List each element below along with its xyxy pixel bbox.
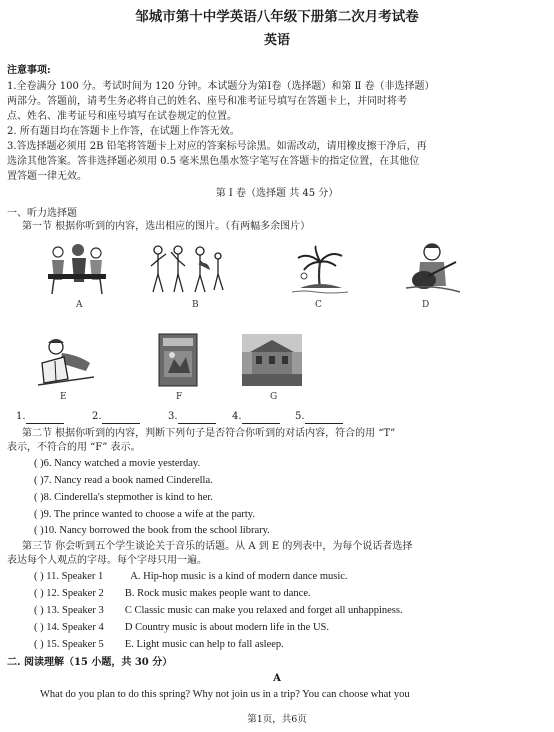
match-item: ( ) 15. Speaker 5 E. Light music can help to fall asleep. xyxy=(34,639,284,650)
match-item: ( ) 11. Speaker 1 A. Hip-hop music is a kind of modern dance music. xyxy=(34,571,348,582)
picture-g xyxy=(242,334,302,386)
passage-label: A xyxy=(273,673,281,684)
exam-title: 邹城市第十中学英语八年级下册第二次月考试卷 xyxy=(135,9,419,25)
match-item: ( ) 14. Speaker 4 D Country music is about modern life in the US. xyxy=(34,622,330,633)
notice-line: 两部分。答题前，请考生务必将自己的姓名、座号和准考证号填写在答题卡上，并同时将考 xyxy=(7,96,407,107)
picture-label-a: A xyxy=(76,300,83,310)
part1-heading: 第 I 卷（选择题 共 45 分） xyxy=(215,188,339,199)
notice-line: 点、姓名、准考证号和座号填写在试卷规定的位置。 xyxy=(7,111,237,122)
picture-b xyxy=(150,242,230,298)
tf-item: ( )6. Nancy watched a movie yesterday. xyxy=(34,458,201,469)
match-item: ( ) 13. Speaker 3 C Classic music can make you relaxed and forget all unhappiness. xyxy=(34,605,403,616)
passage-first-line: What do you plan to do this spring? Why not join us in a trip? You can choose what you xyxy=(40,689,410,700)
exam-subtitle: 英语 xyxy=(263,33,290,48)
section3-instructions-cont: 表达每个人观点的字母。每个字母只用一遍。 xyxy=(7,555,207,566)
tf-item: ( )8. Cinderella's stepmother is kind to her. xyxy=(34,492,213,503)
answer-blank-3[interactable]: 3. xyxy=(168,410,216,424)
notice-heading: 注意事项: xyxy=(7,65,51,76)
answer-paren[interactable]: ( ) xyxy=(34,605,44,616)
answer-blank-5[interactable]: 5. xyxy=(295,410,343,424)
listening-heading: 一、听力选择题 xyxy=(7,208,77,219)
answer-paren[interactable]: ( ) xyxy=(34,525,44,536)
section2-instructions: 第二节 根据你听到的内容，判断下列句子是否符合你听到的对话内容，符合的用 “T” xyxy=(22,428,396,439)
picture-c xyxy=(290,244,350,296)
picture-label-g: G xyxy=(270,392,278,402)
answer-paren[interactable]: ( ) xyxy=(34,571,44,582)
picture-d xyxy=(398,240,464,298)
notice-line: 选涂其他答案。答非选择题必须用 0.5 毫米黑色墨水签字笔写在答题卡的指定位置，在其他位 xyxy=(7,156,420,167)
answer-paren[interactable]: ( ) xyxy=(34,475,44,486)
tf-item: ( )7. Nancy read a book named Cinderella. xyxy=(34,475,213,486)
answer-blank-2[interactable]: 2. xyxy=(92,410,140,424)
answer-paren[interactable]: ( ) xyxy=(34,622,44,633)
notice-line: 3.答选择题必须用 2B 铅笔将答题卡上对应的答案标号涂黑。如需改动，请用橡皮擦干净后，再 xyxy=(7,141,427,152)
answer-paren[interactable]: ( ) xyxy=(34,639,44,650)
answer-blank-1[interactable]: 1. xyxy=(16,410,64,424)
match-item: ( ) 12. Speaker 2 B. Rock music makes people want to dance. xyxy=(34,588,311,599)
picture-label-e: E xyxy=(60,392,67,402)
picture-label-d: D xyxy=(422,300,430,310)
answer-paren[interactable]: ( ) xyxy=(34,588,44,599)
answer-paren[interactable]: ( ) xyxy=(34,492,44,503)
picture-e xyxy=(34,333,98,391)
notice-line: 2. 所有题目均在答题卡上作答，在试题上作答无效。 xyxy=(7,126,240,137)
answer-paren[interactable]: ( ) xyxy=(34,509,44,520)
answer-paren[interactable]: ( ) xyxy=(34,458,44,469)
picture-a xyxy=(44,240,110,296)
page-footer: 第1页，共6页 xyxy=(247,714,307,725)
picture-label-c: C xyxy=(315,300,322,310)
section3-instructions: 第三节 你会听到五个学生谈论关于音乐的话题。从 A 到 E 的列表中，为每个说话者选择 xyxy=(22,541,413,552)
section2-instructions-cont: 表示，不符合的用 “F” 表示。 xyxy=(7,442,141,453)
reading-heading: 二. 阅读理解（15 小题，共 30 分） xyxy=(7,657,173,668)
picture-f xyxy=(158,333,198,387)
picture-label-b: B xyxy=(192,300,199,310)
section1-instructions: 第一节 根据你听到的内容，选出相应的图片。（有两幅多余图片） xyxy=(22,221,311,232)
tf-item: ( )10. Nancy borrowed the book from the school library. xyxy=(34,525,270,536)
answer-blank-4[interactable]: 4. xyxy=(232,410,280,424)
tf-item: ( )9. The prince wanted to choose a wife at the party. xyxy=(34,509,256,520)
notice-line: 1.全卷满分 100 分。考试时间为 120 分钟。本试题分为第Ⅰ卷（选择题）和第 Ⅱ 卷（非选择题） xyxy=(7,81,435,92)
picture-label-f: F xyxy=(176,392,183,402)
notice-line: 置答题一律无效。 xyxy=(7,171,87,182)
